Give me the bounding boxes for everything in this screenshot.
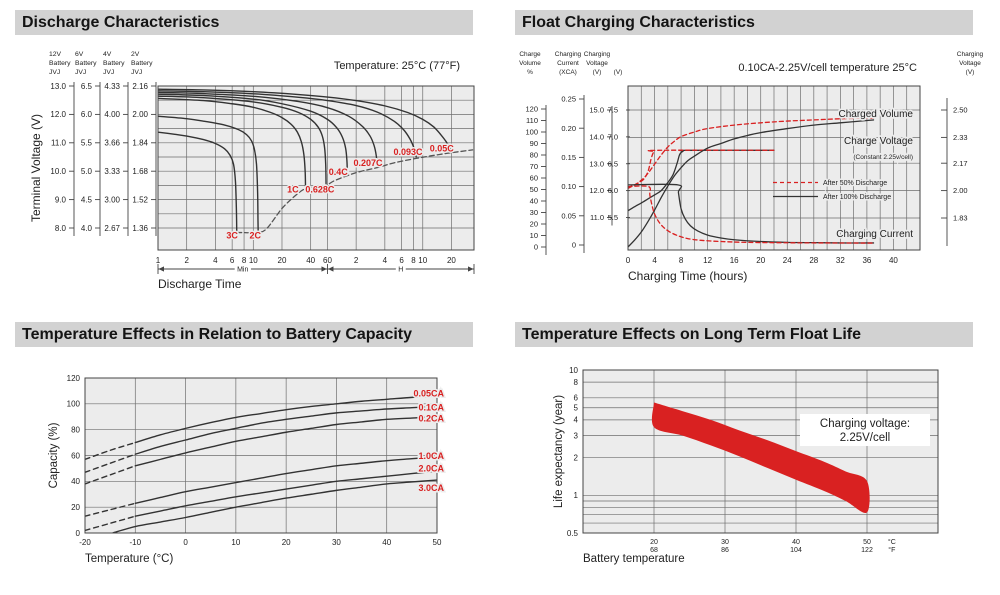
capacity-plot: [85, 378, 445, 533]
axis-tick-label: 6.0: [80, 110, 92, 120]
svg-text:-20: -20: [79, 538, 91, 547]
svg-text:50: 50: [432, 538, 442, 547]
curve-label: 3.0CA: [418, 482, 444, 493]
curve-label: 0.05C: [429, 143, 454, 154]
svg-text:20: 20: [71, 502, 80, 512]
axis-tick-label: 13.0: [50, 81, 66, 91]
axis-tick-label: 80: [529, 150, 538, 160]
svg-text:10: 10: [418, 256, 428, 265]
annotation-line: Charging voltage:: [819, 418, 911, 430]
left-axis-columns: [519, 51, 630, 255]
svg-text:30: 30: [721, 539, 729, 546]
axis-tick-label: 6.0: [607, 186, 618, 196]
curve-label: 0.093C: [393, 147, 423, 158]
svg-text:6: 6: [573, 393, 578, 403]
axis-tick-label: 6.5: [607, 159, 618, 169]
axis-column-header: Charging: [554, 51, 582, 58]
svg-text:8: 8: [573, 377, 578, 387]
axis-tick-label: 4.00: [104, 110, 120, 120]
y-axis-title: Terminal Voltage (V): [29, 113, 43, 223]
axis-tick-label: 8.0: [54, 223, 66, 233]
panel-discharge-characteristics: [0, 0, 500, 310]
axis-tick-label: 0.25: [561, 94, 576, 104]
axis-tick-label: 4.5: [80, 195, 92, 205]
right-axis: [941, 51, 984, 246]
axis-tick-label: 1.36: [132, 223, 148, 233]
axis-tick-label: 1.83: [953, 213, 968, 223]
axis-tick-label: 3.33: [104, 167, 120, 176]
svg-text:0: 0: [183, 538, 188, 547]
svg-text:40: 40: [71, 477, 80, 487]
axis-tick-label: 1.68: [132, 167, 148, 176]
axis-column-header: JVJ: [49, 69, 61, 76]
axis-tick-label: 1.52: [132, 195, 148, 205]
section-header: [15, 322, 473, 347]
x-range-label: Min: [237, 266, 249, 274]
axis-tick-label: 11.0: [51, 138, 66, 148]
svg-text:122: 122: [861, 547, 873, 554]
axis-column-header: (V): [613, 69, 623, 76]
svg-text:104: 104: [790, 547, 802, 554]
svg-text:3: 3: [573, 431, 578, 441]
section-header: [515, 322, 973, 347]
panel-temperature-capacity: [0, 312, 500, 595]
svg-text:2: 2: [353, 256, 359, 265]
axis-tick-label: 5.5: [80, 138, 92, 148]
x-axis-title: Discharge Time: [158, 277, 242, 291]
svg-text:30: 30: [331, 538, 341, 547]
curve-label: 0.1CA: [418, 402, 444, 413]
svg-text:36: 36: [862, 256, 872, 265]
x-axis: [156, 256, 474, 274]
axis-tick-label: 0.10: [561, 182, 576, 192]
axis-tick-label: 120: [525, 104, 538, 114]
axis-column-header: 6V: [75, 51, 84, 58]
plot-label: (Constant 2.25v/cell): [853, 154, 913, 161]
curve-label: 0.05CA: [413, 388, 444, 399]
axis-tick-label: 10: [529, 231, 538, 241]
svg-text:20: 20: [446, 256, 456, 265]
svg-text:120: 120: [66, 373, 80, 383]
axis-tick-label: 10.0: [50, 167, 66, 176]
svg-text:28: 28: [809, 256, 819, 265]
x-axis-title: Charging Time (hours): [628, 269, 748, 283]
x-axis-title: Temperature (°C): [85, 553, 174, 565]
svg-text:2: 2: [573, 453, 578, 463]
voltage-axis-columns: [49, 51, 156, 236]
svg-text:°C: °C: [887, 539, 896, 546]
svg-text:°F: °F: [888, 547, 896, 554]
plot-label: Charged Volume: [838, 109, 913, 120]
annotation-line: 2.25V/cell: [839, 432, 891, 444]
svg-text:60: 60: [71, 451, 80, 461]
axis-column-header: (V): [592, 69, 602, 76]
axis-tick-label: 12.0: [50, 110, 66, 120]
axis-tick-label: 60: [529, 173, 538, 183]
svg-text:0.5: 0.5: [566, 528, 578, 538]
float-life-chart: [500, 352, 1000, 595]
axis-tick-label: 0: [533, 242, 538, 252]
axis-column-header: Current: [557, 60, 579, 67]
svg-text:40: 40: [792, 539, 800, 546]
curve-label: 0.207C: [353, 157, 383, 168]
svg-text:16: 16: [729, 256, 739, 265]
discharge-chart: [0, 40, 500, 310]
axis-column-header: Battery: [131, 60, 153, 67]
section-title: Float Charging Characteristics: [522, 14, 755, 31]
axis-column-header: JVJ: [131, 69, 143, 76]
axis-column-header: Charge: [519, 51, 541, 58]
axis-tick-label: 2.50: [953, 105, 968, 115]
svg-text:32: 32: [835, 256, 845, 265]
svg-text:10: 10: [569, 365, 578, 375]
axis-tick-label: 2.17: [953, 158, 968, 168]
svg-text:8: 8: [411, 256, 416, 265]
axis-tick-label: 90: [529, 139, 538, 149]
axis-tick-label: 13.0: [589, 159, 604, 169]
float-plot: [628, 86, 920, 250]
svg-text:68: 68: [650, 547, 658, 554]
axis-tick-label: 0.15: [561, 153, 576, 162]
svg-text:24: 24: [782, 256, 792, 265]
axis-column-header: Battery: [103, 60, 125, 67]
curve-label: 1.0CA: [418, 451, 444, 462]
curve-label: 0.628C: [305, 184, 335, 195]
float-charging-chart: [500, 40, 1000, 310]
axis-column-header: 2V: [131, 51, 140, 58]
axis-tick-label: 14.0: [589, 132, 604, 142]
svg-text:6: 6: [229, 256, 235, 265]
plot-label: Charging Current: [836, 229, 913, 240]
axis-column-header: Battery: [49, 60, 71, 67]
axis-tick-label: 6.5: [80, 81, 92, 91]
curve-label: 1C: [287, 184, 299, 195]
curve-label: 3C: [226, 230, 238, 241]
axis-tick-label: 1.84: [132, 138, 148, 148]
x-axis-title: Battery temperature: [583, 553, 685, 565]
charging-voltage-annotation: [800, 414, 930, 446]
axis-tick-label: 2.00: [132, 110, 148, 120]
svg-text:40: 40: [382, 538, 392, 547]
svg-text:-10: -10: [129, 538, 142, 547]
svg-text:0: 0: [75, 528, 80, 538]
x-range-label: H: [398, 266, 404, 274]
axis-tick-label: 4.0: [80, 223, 92, 233]
plot-label: Charge Voltage: [844, 136, 913, 147]
curve-label: 2C: [249, 230, 262, 241]
svg-text:100: 100: [66, 399, 80, 409]
axis-tick-label: 5.0: [80, 167, 92, 176]
axis-tick-label: 4.33: [104, 81, 120, 91]
svg-text:0: 0: [625, 256, 631, 265]
y-axis-title: Capacity (%): [48, 422, 60, 489]
svg-text:4: 4: [573, 415, 578, 425]
axis-tick-label: 2.00: [953, 186, 968, 196]
axis-tick-label: 110: [526, 116, 538, 126]
curve-label: 0.2CA: [418, 413, 444, 424]
axis-column-header: 4V: [103, 51, 112, 58]
legend-label: After 100% Discharge: [823, 194, 892, 201]
axis-tick-label: 5.5: [607, 213, 618, 223]
axis-column-header: Voltage: [586, 60, 608, 67]
axis-tick-label: 2.16: [132, 81, 148, 91]
curve-label: 2.0CA: [418, 463, 444, 474]
axis-tick-label: 70: [529, 162, 538, 172]
svg-text:4: 4: [213, 256, 218, 265]
axis-column-header: 12V: [49, 51, 62, 58]
panel-float-life: [500, 312, 1000, 595]
svg-text:20: 20: [281, 538, 291, 547]
svg-text:1: 1: [573, 491, 578, 501]
y-axis-title: Life expectancy (year): [553, 394, 565, 509]
axis-tick-label: 2.33: [953, 133, 968, 143]
section-title: Temperature Effects in Relation to Battery Capacity: [22, 326, 413, 343]
axis-tick-label: 12.0: [589, 186, 604, 196]
svg-text:10: 10: [231, 538, 241, 547]
svg-text:20: 20: [756, 256, 766, 265]
svg-text:10: 10: [248, 256, 258, 265]
svg-text:20: 20: [650, 539, 658, 546]
life-plot: [583, 370, 938, 533]
svg-text:4: 4: [652, 256, 657, 265]
svg-text:5: 5: [573, 403, 578, 413]
axis-column-header: JVJ: [103, 69, 115, 76]
svg-text:80: 80: [71, 425, 80, 435]
axis-tick-label: 15.0: [589, 105, 604, 115]
svg-text:40: 40: [888, 256, 898, 265]
svg-text:40: 40: [306, 256, 316, 265]
svg-text:12: 12: [703, 256, 713, 265]
axis-tick-label: 40: [529, 196, 538, 206]
temperature-capacity-chart: [0, 352, 500, 595]
section-header: [15, 10, 473, 35]
axis-column-header: %: [527, 69, 533, 76]
temperature-note: Temperature: 25°C (77°F): [333, 60, 460, 72]
axis-tick-label: 0: [571, 240, 576, 250]
svg-text:50: 50: [863, 539, 871, 546]
axis-tick-label: 0.05: [561, 211, 576, 221]
section-header: [515, 10, 973, 35]
axis-tick-label: 3.00: [104, 195, 120, 205]
axis-column-header: Battery: [75, 60, 97, 67]
svg-text:60: 60: [323, 256, 332, 265]
section-title: Discharge Characteristics: [22, 14, 220, 31]
axis-column-header: Charging: [956, 51, 984, 58]
axis-tick-label: 3.66: [104, 138, 120, 148]
axis-column-header: Volume: [519, 60, 541, 67]
svg-text:8: 8: [241, 256, 247, 265]
axis-tick-label: 20: [529, 219, 538, 229]
axis-tick-label: 0.20: [561, 123, 576, 133]
svg-text:8: 8: [678, 256, 684, 265]
svg-text:6: 6: [399, 256, 404, 265]
axis-tick-label: 11.0: [589, 213, 604, 223]
axis-tick-label: 7.5: [607, 105, 618, 115]
x-axis: [626, 256, 899, 265]
axis-tick-label: 2.67: [104, 223, 120, 233]
condition-note: 0.10CA-2.25V/cell temperature 25°C: [738, 62, 917, 74]
section-title: Temperature Effects on Long Term Float Life: [522, 326, 861, 343]
axis-tick-label: 100: [525, 127, 538, 137]
axis-column-header: (XCA): [559, 69, 577, 76]
svg-text:4: 4: [382, 256, 388, 265]
axis-column-header: JVJ: [75, 69, 87, 76]
axis-tick-label: 9.0: [54, 195, 66, 205]
axis-column-header: (V): [965, 69, 975, 76]
axis-tick-label: 30: [529, 208, 538, 218]
legend-label: After 50% Discharge: [823, 180, 888, 187]
axis-column-header: Charging: [583, 51, 611, 58]
axis-column-header: Voltage: [959, 60, 981, 67]
svg-text:2: 2: [184, 256, 189, 265]
panel-float-charging-characteristics: [500, 0, 1000, 310]
curve-label: 0.4C: [328, 166, 348, 177]
axis-tick-label: 50: [529, 185, 538, 195]
svg-text:1: 1: [155, 256, 161, 265]
discharge-plot: [158, 86, 474, 250]
svg-text:20: 20: [277, 256, 287, 265]
svg-text:86: 86: [721, 547, 729, 554]
axis-tick-label: 7.0: [607, 132, 618, 142]
